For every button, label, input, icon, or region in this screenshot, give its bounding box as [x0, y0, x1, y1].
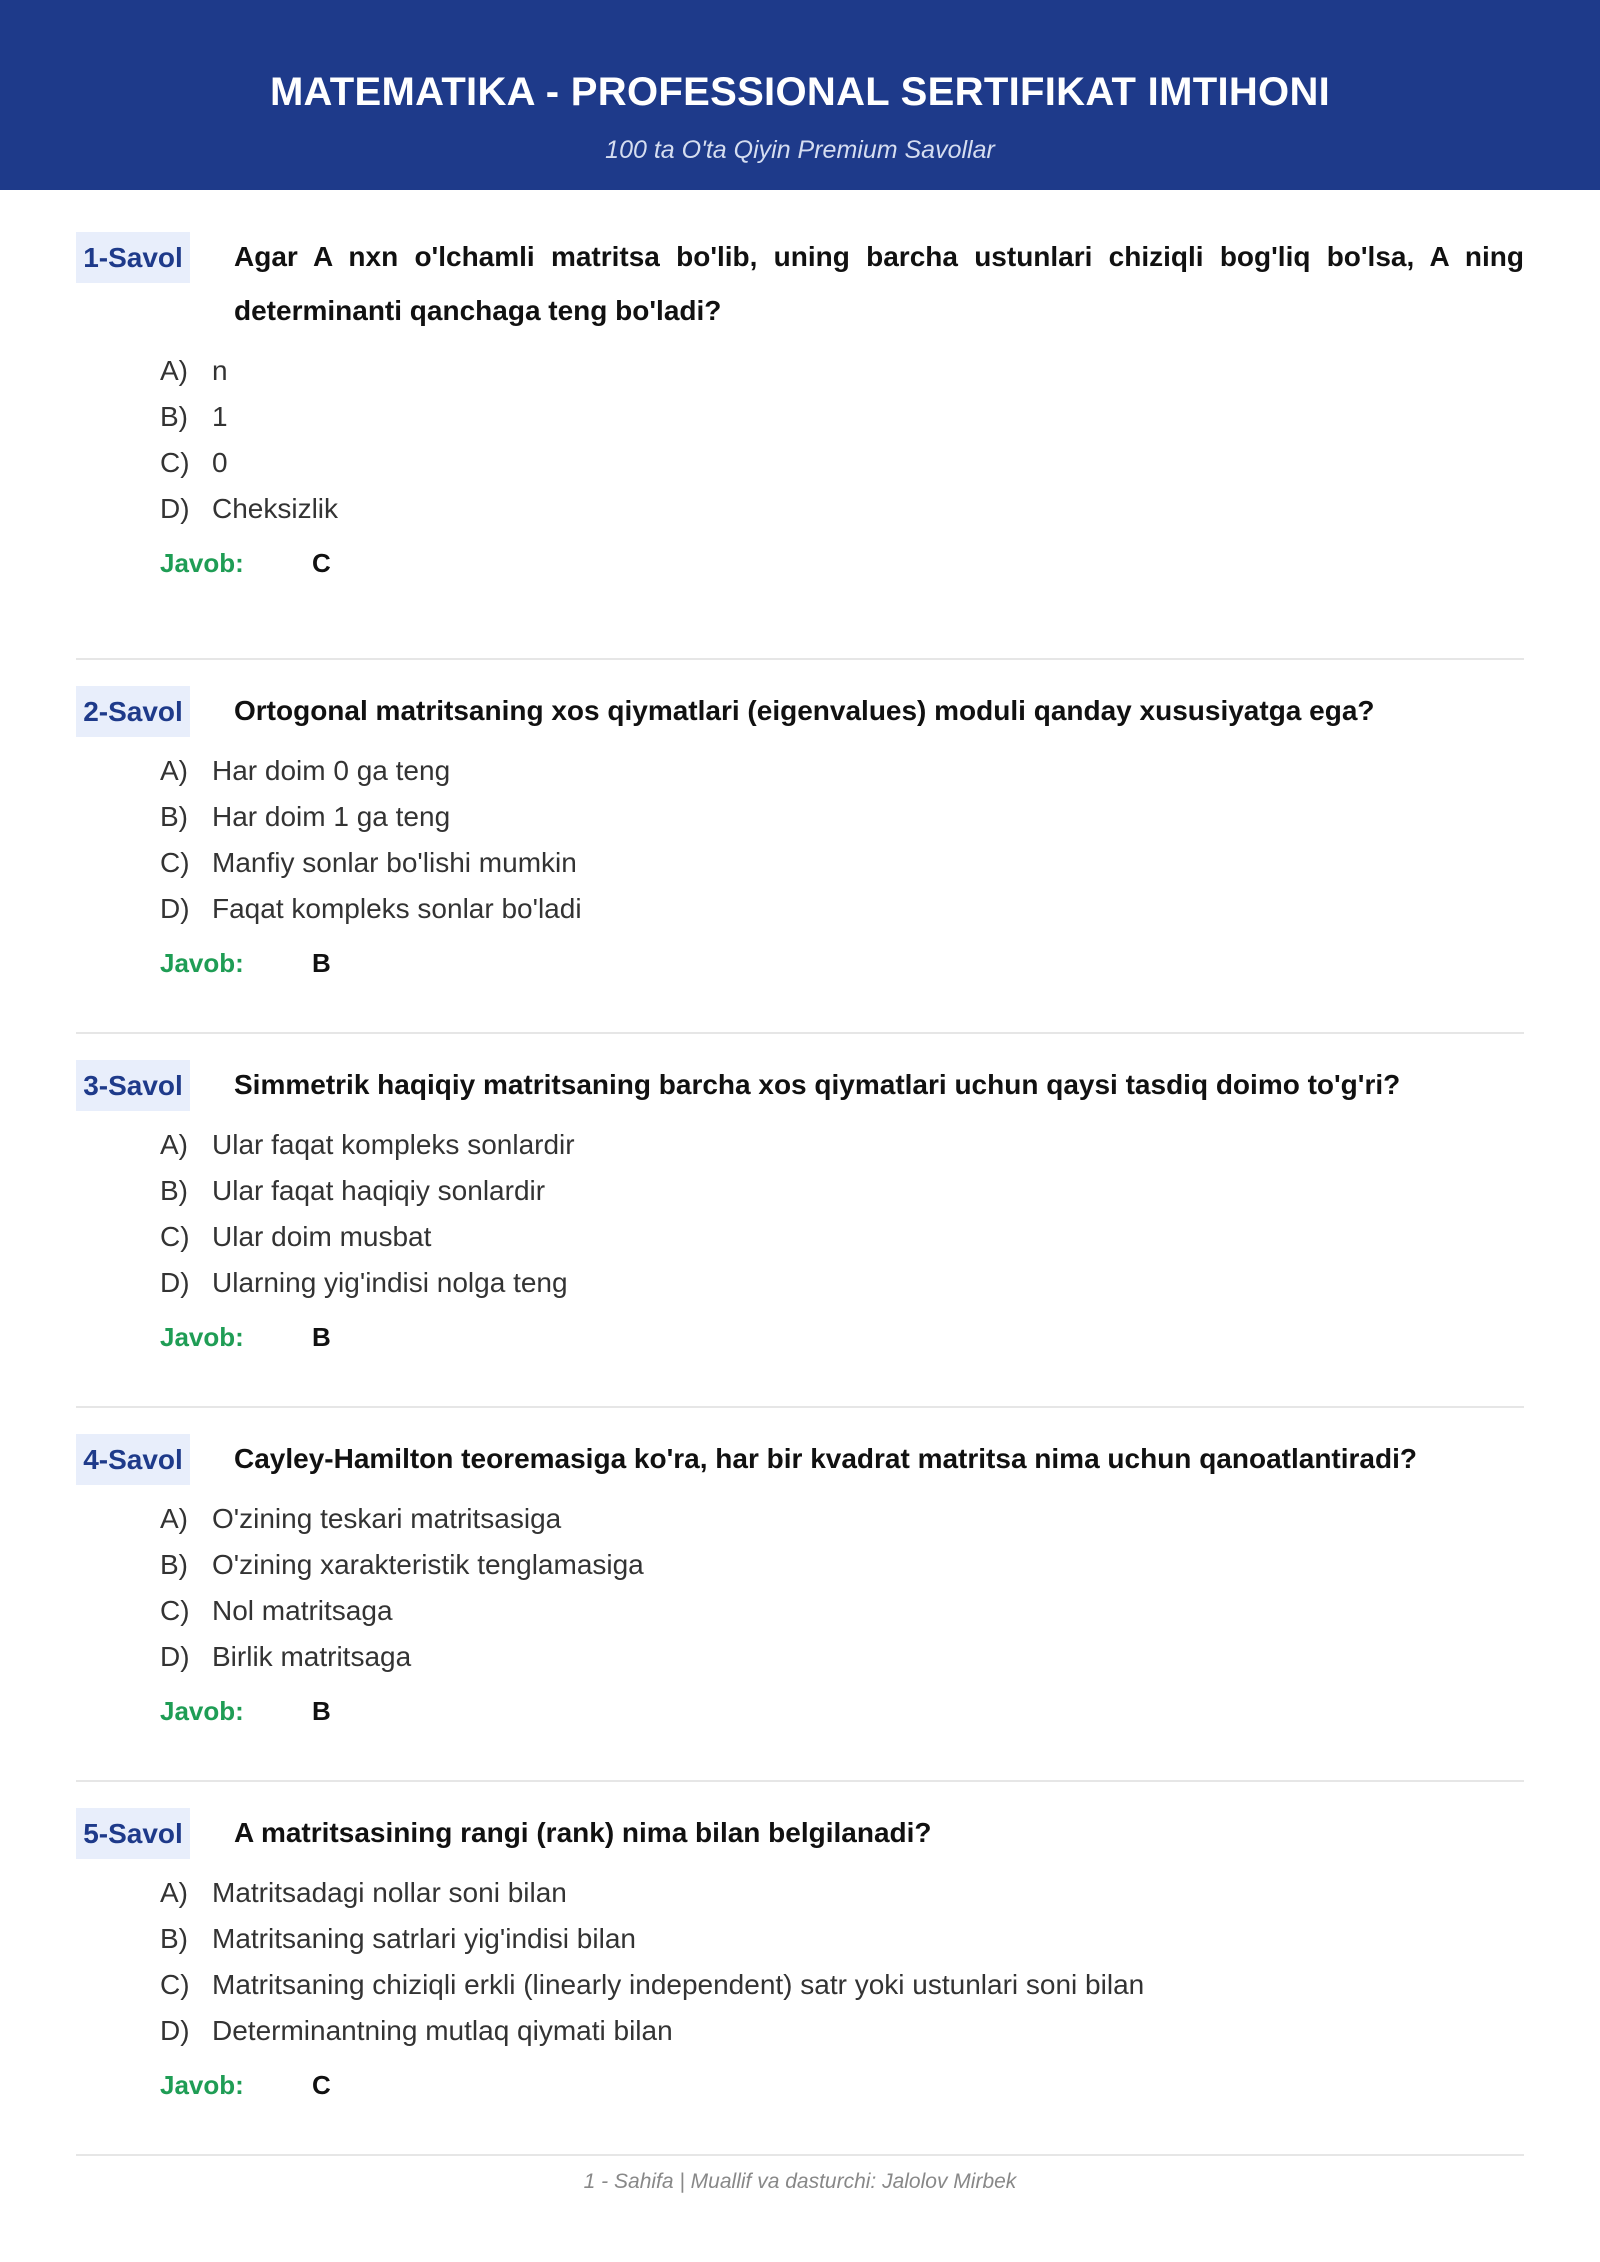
option-c — [160, 1962, 1524, 2008]
option-text: Matritsaning satrlari yig'indisi bilan — [212, 1923, 636, 1954]
option-b — [160, 394, 1524, 440]
option-text: O'zining xarakteristik tenglamasiga — [212, 1549, 644, 1580]
question-list — [76, 232, 1524, 2156]
answer-value: B — [312, 1696, 331, 1726]
option-letter: A) — [160, 1129, 188, 1160]
option-letter: B) — [160, 1549, 188, 1580]
option-text: Matritsadagi nollar soni bilan — [212, 1877, 567, 1908]
option-letter: B) — [160, 801, 188, 832]
answer-row — [160, 1314, 1524, 1360]
option-text: Har doim 0 ga teng — [212, 755, 451, 786]
option-text: Nol matritsaga — [212, 1595, 393, 1626]
answer-row — [160, 2062, 1524, 2108]
option-a — [160, 748, 1524, 794]
question-text: Agar A nxn o'lchamli matritsa bo'lib, uning barcha ustunlari chiziqli bog'liq bo'lsa, A ning determinanti qanchaga teng bo'ladi? — [234, 241, 1524, 326]
option-letter: D) — [160, 2015, 190, 2046]
option-d — [160, 1260, 1524, 1306]
question-text: Simmetrik haqiqiy matritsaning barcha xos qiymatlari uchun qaysi tasdiq doimo to'g'ri? — [234, 1069, 1401, 1100]
option-a — [160, 1496, 1524, 1542]
option-text: Determinantning mutlaq qiymati bilan — [212, 2015, 673, 2046]
answer-value: B — [312, 1322, 331, 1352]
option-a — [160, 348, 1524, 394]
options-list — [160, 1122, 1524, 1306]
option-letter: A) — [160, 355, 188, 386]
option-text: Ularning yig'indisi nolga teng — [212, 1267, 568, 1298]
option-letter: C) — [160, 1969, 190, 2000]
option-text: Ular faqat haqiqiy sonlardir — [212, 1175, 546, 1206]
option-letter: B) — [160, 1175, 188, 1206]
option-d — [160, 1634, 1524, 1680]
option-text: n — [212, 355, 228, 386]
option-b — [160, 794, 1524, 840]
option-c — [160, 440, 1524, 486]
option-text: Ular faqat kompleks sonlardir — [212, 1129, 575, 1160]
question-5 — [76, 1782, 1524, 2156]
question-3 — [76, 1034, 1524, 1408]
question-number-badge: 5-Savol — [76, 1808, 190, 1859]
option-letter: B) — [160, 401, 188, 432]
question-1 — [76, 232, 1524, 660]
answer-label: Javob: — [160, 1696, 244, 1726]
option-letter: C) — [160, 847, 190, 878]
option-text: Matritsaning chiziqli erkli (linearly independent) satr yoki ustunlari soni bilan — [212, 1969, 1145, 2000]
option-text: Birlik matritsaga — [212, 1641, 412, 1672]
option-d — [160, 2008, 1524, 2054]
question-number-badge: 3-Savol — [76, 1060, 190, 1111]
exam-title: MATEMATIKA - PROFESSIONAL SERTIFIKAT IMTIHONI — [269, 70, 1331, 114]
option-a — [160, 1870, 1524, 1916]
option-text: Faqat kompleks sonlar bo'ladi — [212, 893, 582, 924]
option-letter: A) — [160, 1877, 188, 1908]
page-footer: 1 - Sahifa | Muallif va dasturchi: Jalolov Mirbek — [583, 2170, 1017, 2193]
question-divider — [76, 2154, 1524, 2156]
question-text: Ortogonal matritsaning xos qiymatlari (eigenvalues) moduli qanday xususiyatga ega? — [234, 695, 1375, 726]
option-text: Cheksizlik — [212, 493, 339, 524]
question-4 — [76, 1408, 1524, 1782]
option-b — [160, 1916, 1524, 1962]
option-d — [160, 486, 1524, 532]
option-letter: A) — [160, 1503, 188, 1534]
option-text: Har doim 1 ga teng — [212, 801, 451, 832]
option-letter: C) — [160, 447, 190, 478]
question-2 — [76, 660, 1524, 1034]
answer-value: B — [312, 948, 331, 978]
question-number-badge: 2-Savol — [76, 686, 190, 737]
options-list — [160, 1870, 1524, 2054]
option-b — [160, 1168, 1524, 1214]
options-list — [160, 1496, 1524, 1680]
option-text: Manfiy sonlar bo'lishi mumkin — [212, 847, 577, 878]
option-letter: C) — [160, 1221, 190, 1252]
question-number-badge: 1-Savol — [76, 232, 190, 283]
option-text: 1 — [212, 401, 228, 432]
option-c — [160, 1214, 1524, 1260]
option-d — [160, 886, 1524, 932]
question-text: Cayley-Hamilton teoremasiga ko'ra, har bir kvadrat matritsa nima uchun qanoatlantiradi? — [234, 1443, 1417, 1474]
exam-subtitle: 100 ta O'ta Qiyin Premium Savollar — [605, 136, 995, 164]
answer-label: Javob: — [160, 548, 244, 578]
option-c — [160, 840, 1524, 886]
option-letter: D) — [160, 893, 190, 924]
answer-value: C — [312, 2070, 331, 2100]
question-number-badge: 4-Savol — [76, 1434, 190, 1485]
option-letter: D) — [160, 1641, 190, 1672]
answer-value: C — [312, 548, 331, 578]
option-text: Ular doim musbat — [212, 1221, 432, 1252]
option-b — [160, 1542, 1524, 1588]
answer-row — [160, 940, 1524, 986]
option-text: O'zining teskari matritsasiga — [212, 1503, 562, 1534]
page-header — [0, 0, 1600, 190]
answer-label: Javob: — [160, 948, 244, 978]
option-a — [160, 1122, 1524, 1168]
options-list — [160, 748, 1524, 932]
answer-label: Javob: — [160, 2070, 244, 2100]
option-letter: D) — [160, 1267, 190, 1298]
option-c — [160, 1588, 1524, 1634]
options-list — [160, 348, 1524, 532]
option-text: 0 — [212, 447, 228, 478]
option-letter: C) — [160, 1595, 190, 1626]
answer-label: Javob: — [160, 1322, 244, 1352]
option-letter: D) — [160, 493, 190, 524]
option-letter: A) — [160, 755, 188, 786]
question-text: A matritsasining rangi (rank) nima bilan belgilanadi? — [234, 1817, 932, 1848]
answer-row — [160, 540, 1524, 586]
option-letter: B) — [160, 1923, 188, 1954]
answer-row — [160, 1688, 1524, 1734]
